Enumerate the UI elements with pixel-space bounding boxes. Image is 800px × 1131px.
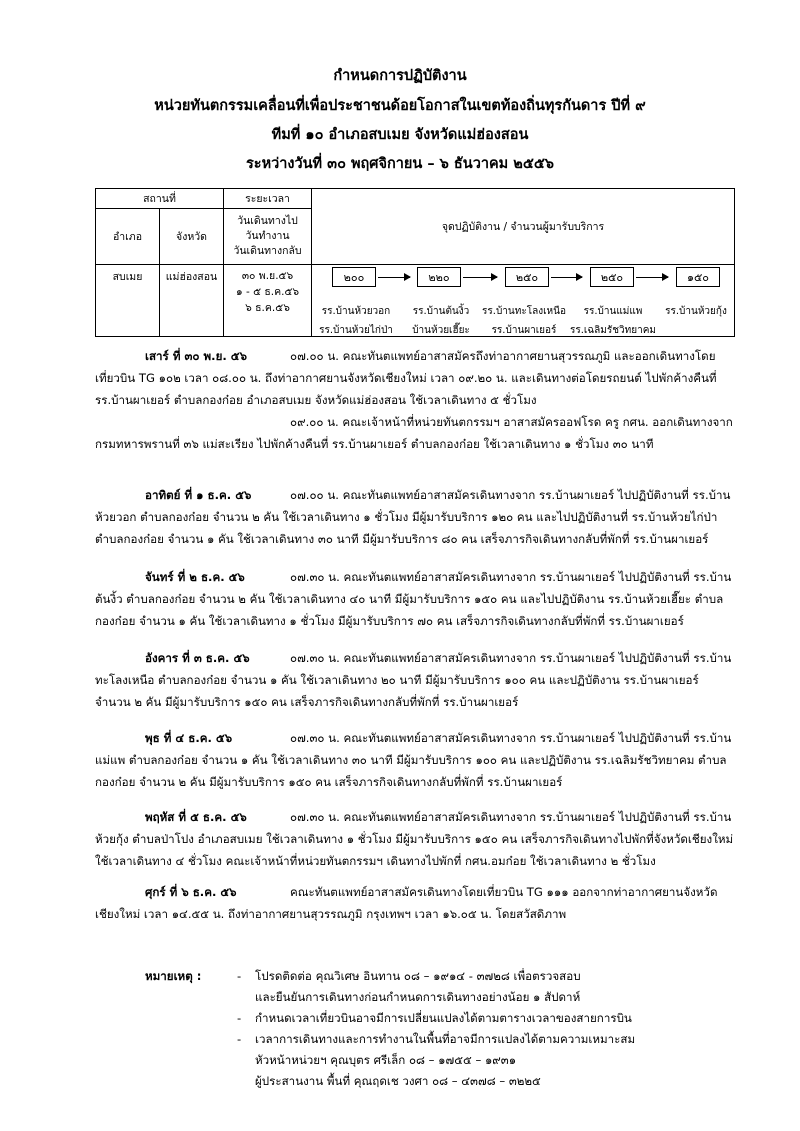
day-text: ห้วยวอก ตำบลกองก๋อย จำนวน ๒ คัน ใช้เวลาเดินทาง ๑ ชั่วโมง มีผู้มารับบริการ ๑๒๐ คน และไปปฏิบัติงานที่ รร.บ้านห้วยไก่ป่า [95, 510, 718, 524]
day-label: จันทร์ ที่ ๒ ธ.ค. ๕๖ [145, 570, 245, 584]
date-range: ระหว่างวันที่ ๓๐ พฤศจิกายน – ๖ ธันวาคม ๒๕๕๖ [246, 156, 554, 172]
bullet: - [237, 969, 242, 983]
period-cell [224, 265, 312, 337]
arrow-icon [463, 277, 497, 278]
amphoe-header: อำเภอ [96, 209, 160, 265]
schedule-day [95, 345, 735, 455]
day-text: ๐๙.๐๐ น. คณะเจ้าหน้าที่หน่วยทันตกรรมฯ อาสาสมัครออฟโรด ครู กศน. ออกเดินทางจาก [290, 415, 733, 429]
document-title: กำหนดการปฏิบัติงาน [333, 68, 467, 84]
day-text: ๐๗.๐๐ น. คณะทันตแพทย์อาสาสมัครเดินทางจาก รร.บ้านผาเยอร์ ไปปฏิบัติงานที่ รร.บ้าน [290, 488, 731, 502]
day-label: อังคาร ที่ ๓ ธ.ค. ๕๖ [145, 651, 250, 665]
period-subheader [224, 209, 312, 265]
bullet: - [237, 1032, 242, 1046]
note-item: หัวหน้าหน่วยฯ คุณบุตร ศรีเล็ก ๐๘ – ๑๗๕๕ – ๑๙๓๑ [255, 1053, 517, 1067]
day-text: ตำบลกองก๋อย จำนวน ๑ คัน ใช้เวลาเดินทาง ๓๐ นาที มีผู้มารับบริการ ๘๐ คน เสร็จภารกิจเดินทางกลับที่พักที่ รร.บ้านผาเยอร์ [95, 532, 709, 546]
school-name: รร.บ้านห้วยกุ้ง [665, 306, 727, 317]
note-item: โปรดติดต่อ คุณวิเศษ อินทาน ๐๘ – ๑๙๑๔ - ๓๗๒๘ เพื่อตรวจสอบ [255, 969, 581, 983]
team-location: ทีมที่ ๑๐ อำเภอสบเมย จังหวัดแม่ฮ่องสอน [271, 127, 529, 143]
count-box: ๑๕๐ [676, 267, 720, 287]
school-name: รร.บ้านต้นงิ้ว [412, 306, 470, 317]
arrow-icon [551, 277, 582, 278]
bullet: - [237, 1011, 242, 1025]
period-sub-work: วันทำงาน [245, 230, 290, 242]
day-text: เที่ยวบิน TG ๑๐๒ เวลา ๐๘.๐๐ น. ถึงท่าอากาศยานจังหวัดเชียงใหม่ เวลา ๐๙.๒๐ น. และเดินทางต่อโดยรถยนต์ ไปพักค้างคืนที่ [95, 371, 717, 385]
province-cell: แม่ฮ่องสอน [160, 265, 224, 337]
school-group [480, 302, 568, 340]
day-text: จำนวน ๒ คัน มีผู้มารับบริการ ๑๕๐ คน เสร็จภารกิจเดินทางกลับที่พักที่ รร.บ้านผาเยอร์ [95, 695, 519, 709]
day-text: ๐๗.๐๐ น. คณะทันตแพทย์อาสาสมัครถึงท่าอากาศยานสุวรรณภูมิ และออกเดินทางโดย [290, 349, 716, 363]
day-label: อาทิตย์ ที่ ๑ ธ.ค. ๕๖ [145, 488, 252, 502]
day-text: ๐๗.๓๐ น. คณะทันตแพทย์อาสาสมัครเดินทางจาก รร.บ้านผาเยอร์ ไปปฏิบัติงานที่ รร.บ้าน [290, 651, 732, 665]
day-text: ห้วยกุ้ง ตำบลป่าโปง อำเภอสบเมย ใช้เวลาเดินทาง ๑ ชั่วโมง มีผู้มารับบริการ ๑๕๐ คน เสร็จภารกิจเดินทางไปพักที่จังหวัดเชียงใหม่ [95, 832, 734, 846]
period-header: ระยะเวลา [224, 189, 312, 209]
schedule-day [95, 647, 735, 713]
schedule-day [95, 566, 735, 632]
day-label: เสาร์ ที่ ๓๐ พ.ย. ๕๖ [145, 349, 247, 363]
day-text: เชียงใหม่ เวลา ๑๔.๕๕ น. ถึงท่าอากาศยานสุวรรณภูมิ กรุงเทพฯ เวลา ๑๖.๐๕ น. โดยสวัสดิภาพ [95, 907, 567, 921]
place-header: สถานที่ [96, 189, 224, 209]
day-text: กองก๋อย จำนวน ๑ คัน ใช้เวลาเดินทาง ๑ ชั่วโมง มีผู้มารับบริการ ๗๐ คน เสร็จภารกิจเดินทางกลับที่พักที่ รร.บ้านผาเยอร์ [95, 614, 684, 628]
amphoe-cell: สบเมย [96, 265, 160, 337]
service-header: จุดปฏิบัติงาน / จำนวนผู้มารับบริการ [312, 189, 735, 265]
school-name: รร.บ้านห้วยไก่ป่า [319, 325, 393, 336]
day-text: กองก๋อย จำนวน ๒ คัน มีผู้มารับบริการ ๑๕๐ คน เสร็จภารกิจเดินทางกลับที่พักที่ รร.บ้านผาเยอร์ [95, 775, 563, 789]
day-text: ๐๗.๓๐ น. คณะทันตแพทย์อาสาสมัครเดินทางจาก รร.บ้านผาเยอร์ ไปปฏิบัติงานที่ รร.บ้าน [290, 731, 732, 745]
schedule-day [95, 881, 735, 925]
depart-date: ๓๐ พ.ย.๕๖ [241, 270, 294, 282]
day-text: ต้นงิ้ว ตำบลกองก๋อย จำนวน ๒ คัน ใช้เวลาเดินทาง ๔๐ นาที มีผู้มารับบริการ ๑๕๐ คน และไปปฏิบัติงาน รร.บ้านห้วยเฮี๊ยะ ตำบล [95, 592, 724, 606]
count-box: ๒๕๐ [505, 267, 549, 287]
day-text: ๐๗.๓๐ น. คณะทันตแพทย์อาสาสมัครเดินทางจาก รร.บ้านผาเยอร์ ไปปฏิบัติงานที่ รร.บ้าน [290, 570, 732, 584]
arrow-icon [378, 277, 410, 278]
day-label: พฤหัส ที่ ๕ ธ.ค. ๕๖ [145, 810, 247, 824]
school-name: บ้านห้วยเฮี๊ยะ [412, 325, 470, 336]
document-subtitle: หน่วยทันตกรรมเคลื่อนที่เพื่อประชาชนด้อยโอกาสในเขตท้องถิ่นทุรกันดาร ปีที่ ๙ [154, 98, 646, 114]
service-flow [320, 267, 720, 291]
school-name: รร.บ้านห้วยวอก [321, 306, 391, 317]
school-group [403, 302, 479, 340]
day-text: แม่แพ ตำบลกองก๋อย จำนวน ๑ คัน ใช้เวลาเดินทาง ๓๐ นาที มีผู้มารับบริการ ๑๐๐ คน และปฏิบัติงาน รร.เฉลิมรัชวิทยาคม ตำบล [95, 753, 727, 767]
note-item: ผู้ประสานงาน พื้นที่ คุณฤดเช วงศา ๐๘ – ๔๓๗๘ – ๓๒๒๕ [255, 1074, 541, 1088]
day-text: กรมทหารพรานที่ ๓๖ แม่สะเรียง ไปพักค้างคืนที่ รร.บ้านผาเยอร์ ตำบลกองก๋อย ใช้เวลาเดินทาง ๑ ชั่วโมง ๓๐ นาที [95, 437, 654, 451]
day-text: คณะทันตแพทย์อาสาสมัครเดินทางโดยเที่ยวบิน TG ๑๑๑ ออกจากท่าอากาศยานจังหวัด [290, 885, 718, 899]
period-sub-depart: วันเดินทางไป [237, 215, 298, 227]
note-item: และยืนยันการเดินทางก่อนกำหนดการเดินทางอย่างน้อย ๑ สัปดาห์ [255, 990, 581, 1004]
count-box: ๒๒๐ [417, 267, 461, 287]
school-group [569, 302, 657, 340]
day-text: ทะโลงเหนือ ตำบลกองก๋อย จำนวน ๑ คัน ใช้เวลาเดินทาง ๒๐ นาที มีผู้มารับบริการ ๑๐๐ คน และปฏิบัติงาน รร.บ้านผาเยอร์ [95, 673, 699, 687]
day-label: พุธ ที่ ๔ ธ.ค. ๕๖ [145, 731, 233, 745]
day-text: รร.บ้านผาเยอร์ ตำบลกองก๋อย อำเภอสบเมย จังหวัดแม่ฮ่องสอน ใช้เวลาเดินทาง ๕ ชั่วโมง [95, 393, 537, 407]
arrow-icon [636, 277, 668, 278]
schedule-day [95, 484, 735, 550]
period-sub-return: วันเดินทางกลับ [233, 245, 302, 257]
school-name: รร.บ้านผาเยอร์ [491, 325, 557, 336]
school-name: รร.บ้านแม่แพ [583, 306, 643, 317]
school-name: รร.เฉลิมรัชวิทยาคม [570, 325, 656, 336]
count-box: ๒๕๐ [590, 267, 634, 287]
day-label: ศุกร์ ที่ ๖ ธ.ค. ๕๖ [145, 885, 237, 899]
province-header: จังหวัด [160, 209, 224, 265]
schedule-day [95, 806, 735, 872]
count-box: ๒๐๐ [332, 267, 376, 287]
work-dates: ๑ - ๕ ธ.ค.๕๖ [235, 286, 300, 298]
return-date: ๖ ธ.ค.๕๖ [245, 302, 290, 314]
school-group [312, 302, 400, 340]
schedule-day [95, 727, 735, 793]
school-group [660, 302, 732, 321]
day-text: ๐๗.๓๐ น. คณะทันตแพทย์อาสาสมัครเดินทางจาก รร.บ้านผาเยอร์ ไปปฏิบัติงานที่ รร.บ้าน [290, 810, 732, 824]
note-item: กำหนดเวลาเที่ยวบินอาจมีการเปลี่ยนแปลงได้ตามตารางเวลาของสายการบิน [255, 1011, 632, 1025]
note-item: เวลาการเดินทางและการทำงานในพื้นที่อาจมีการแปลงได้ตามความเหมาะสม [255, 1032, 636, 1046]
notes-label: หมายเหตุ : [145, 969, 202, 983]
school-name: รร.บ้านทะโลงเหนือ [482, 306, 566, 317]
day-text: ใช้เวลาเดินทาง ๔ ชั่วโมง คณะเจ้าหน้าที่หน่วยทันตกรรมฯ เดินทางไปพักที่ กศน.อมก๋อย ใช้เวลาเดินทาง ๒ ชั่วโมง [95, 854, 656, 868]
